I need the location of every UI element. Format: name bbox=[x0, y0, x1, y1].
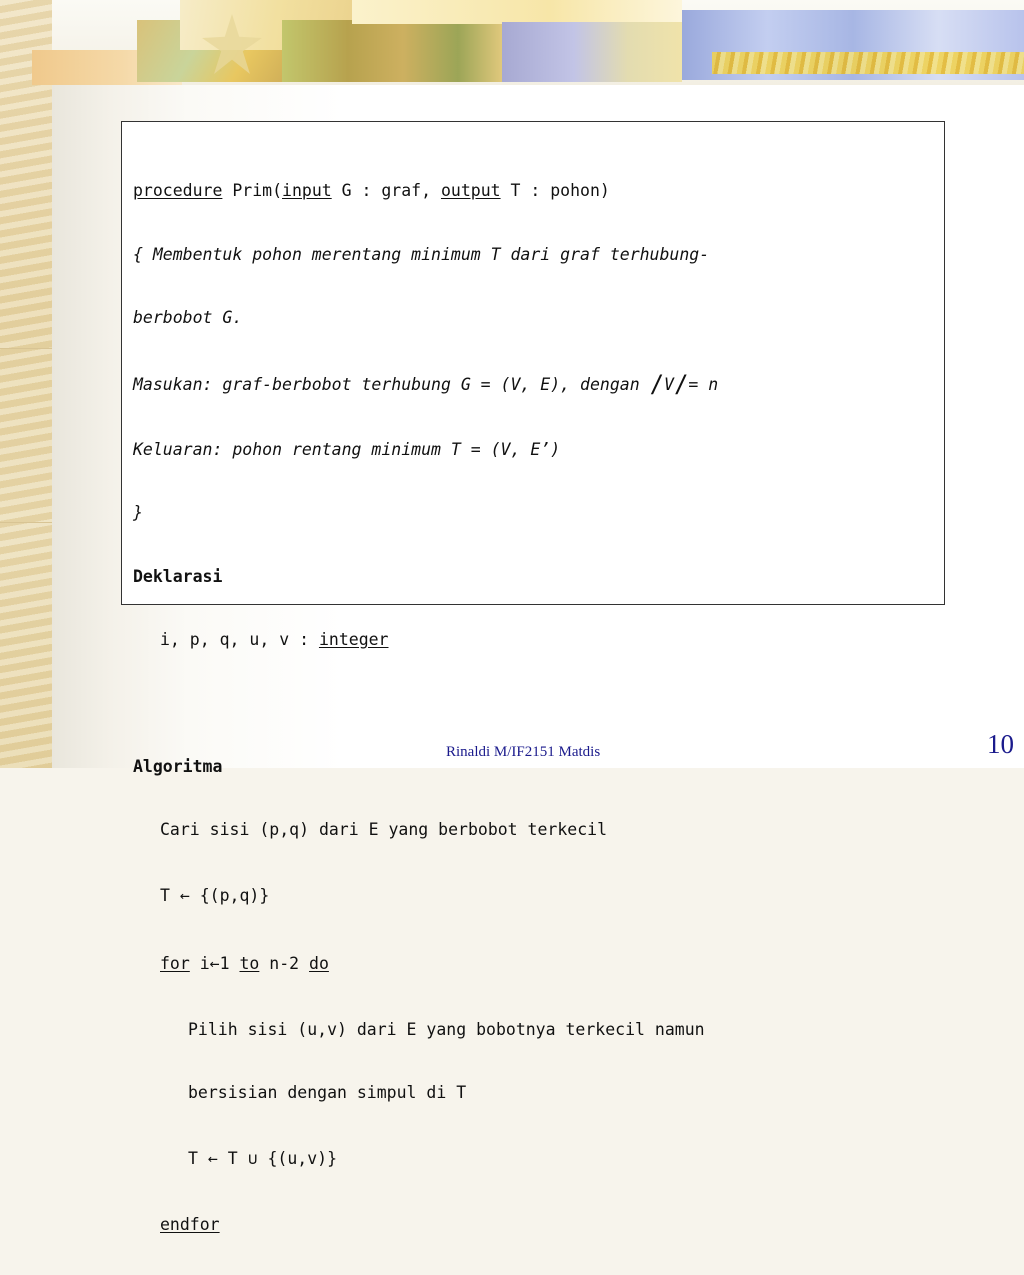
banner-patch bbox=[282, 20, 502, 82]
comment-line-4: Keluaran: pohon rentang minimum T = (V, E’) bbox=[133, 439, 561, 459]
cardinality-eq-n: = n bbox=[688, 374, 719, 394]
procedure-header bbox=[133, 178, 718, 204]
banner-patch bbox=[352, 0, 682, 24]
cardinality-v: V bbox=[664, 374, 674, 394]
algorithm-step-1: Cari sisi (p,q) dari E yang berbobot terkecil bbox=[160, 820, 608, 839]
comment-line-1: { Membentuk pohon merentang minimum T dari graf terhubung- bbox=[133, 244, 710, 264]
keyword-procedure: procedure bbox=[133, 181, 223, 200]
loop-body-line-2: bersisian dengan simpul di T bbox=[188, 1083, 467, 1102]
for-init: i←1 bbox=[189, 953, 240, 973]
top-decorative-banner bbox=[52, 0, 1024, 85]
endfor-line bbox=[133, 1212, 718, 1238]
comment-line-3 bbox=[133, 369, 718, 399]
cardinality-bar-left: / bbox=[649, 369, 665, 398]
blank-line bbox=[133, 691, 718, 716]
param-g: G : graf, bbox=[331, 181, 441, 200]
declaration-vars: i, p, q, u, v : bbox=[160, 630, 319, 649]
comment-input-text: Masukan: graf-berbobot terhubung G = (V, E), dengan bbox=[133, 374, 650, 394]
keyword-for: for bbox=[160, 953, 190, 973]
param-t: T : pohon) bbox=[500, 181, 610, 200]
banner-grain-pattern bbox=[712, 52, 1024, 74]
keyword-do: do bbox=[309, 953, 329, 973]
keyword-output: output bbox=[440, 181, 501, 200]
for-limit: n-2 bbox=[259, 953, 310, 973]
algorithm-step-2: T ← {(p,q)} bbox=[160, 885, 270, 905]
for-loop-header bbox=[133, 949, 718, 979]
comment-close: } bbox=[133, 503, 143, 522]
declaration-line bbox=[133, 627, 718, 653]
section-algoritma: Algoritma bbox=[133, 756, 223, 776]
loop-body-line-1: Pilih sisi (u,v) dari E yang bobotnya terkecil namun bbox=[188, 1019, 705, 1039]
comment-line-2: berbobot G. bbox=[133, 308, 243, 327]
keyword-endfor: endfor bbox=[160, 1214, 220, 1234]
left-decorative-strip bbox=[0, 0, 52, 768]
pseudocode-lines bbox=[133, 140, 718, 1275]
footer-author: Rinaldi M/IF2151 Matdis bbox=[446, 744, 601, 760]
section-deklarasi: Deklarasi bbox=[133, 566, 223, 586]
banner-patch bbox=[502, 22, 682, 82]
loop-body-line-3: T ← T ∪ {(u,v)} bbox=[188, 1148, 338, 1168]
keyword-to: to bbox=[239, 953, 260, 973]
slide-page-number: 10 bbox=[987, 729, 1014, 759]
keyword-input: input bbox=[282, 181, 332, 200]
cardinality-bar-right: / bbox=[673, 369, 689, 398]
procedure-name: Prim( bbox=[222, 181, 283, 200]
keyword-integer: integer bbox=[318, 630, 389, 649]
